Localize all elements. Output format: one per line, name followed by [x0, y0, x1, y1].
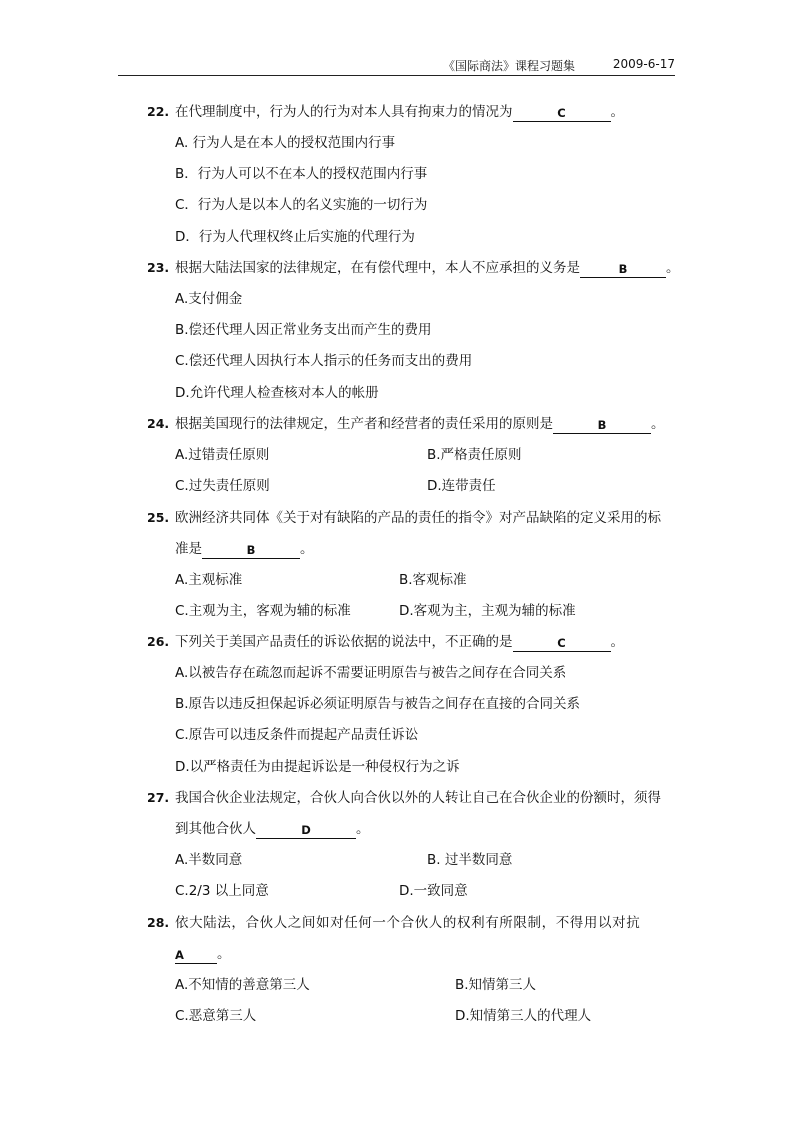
- question-text: 根据大陆法国家的法律规定，在有偿代理中，本人不应承担的义务是 B 。: [175, 260, 680, 276]
- option: C.恶意第三人: [175, 1008, 257, 1024]
- answer-blank: C: [513, 105, 611, 122]
- option: B.原告以违反担保起诉必须证明原告与被告之间存在直接的合同关系: [175, 696, 581, 712]
- question-text: 下列关于美国产品责任的诉讼依据的说法中，不正确的是 C 。: [175, 634, 624, 650]
- answer-blank: C: [513, 635, 611, 652]
- option: B．行为人可以不在本人的授权范围内行事: [175, 166, 428, 182]
- option: C.偿还代理人因执行本人指示的任务而支出的费用: [175, 353, 473, 369]
- question-text: 我国合伙企业法规定，合伙人向合伙以外的人转让自己在合伙企业的份额时，须得: [175, 790, 661, 806]
- option: D.客观为主，主观为辅的标准: [399, 603, 576, 619]
- option: A.以被告存在疏忽而起诉不需要证明原告与被告之间存在合同关系: [175, 665, 567, 681]
- question-number: 23.: [147, 260, 170, 275]
- answer-blank: B: [202, 542, 300, 559]
- question-number: 24.: [147, 416, 170, 431]
- question-number: 28.: [147, 915, 170, 930]
- option: C.2/3 以上同意: [175, 883, 269, 899]
- answer-blank: A: [175, 947, 217, 964]
- option: B. 过半数同意: [427, 852, 513, 868]
- option: C．行为人是以本人的名义实施的一切行为: [175, 197, 428, 213]
- option: B.严格责任原则: [427, 447, 522, 463]
- option: D.允许代理人检查核对本人的帐册: [175, 385, 379, 401]
- option: A. 行为人是在本人的授权范围内行事: [175, 135, 396, 151]
- question-text: 欧洲经济共同体《关于对有缺陷的产品的责任的指令》对产品缺陷的定义采用的标: [175, 510, 661, 526]
- option: A.不知情的善意第三人: [175, 977, 310, 993]
- answer-blank: B: [553, 417, 651, 434]
- question-text: 在代理制度中，行为人的行为对本人具有拘束力的情况为 C 。: [175, 104, 624, 120]
- question-text: 依大陆法，合伙人之间如对任何一个合伙人的权利有所限制，不得用以对抗: [175, 915, 641, 931]
- option: C.过失责任原则: [175, 478, 270, 494]
- question-number: 27.: [147, 790, 170, 805]
- answer-blank: D: [256, 822, 356, 839]
- option: D.以严格责任为由提起诉讼是一种侵权行为之诉: [175, 759, 460, 775]
- option: A.过错责任原则: [175, 447, 270, 463]
- question-text: 根据美国现行的法律规定，生产者和经营者的责任采用的原则是 B 。: [175, 416, 665, 432]
- option: D．行为人代理权终止后实施的代理行为: [175, 229, 415, 245]
- option: D.连带责任: [427, 478, 496, 494]
- option: B.客观标准: [399, 572, 467, 588]
- option: D.知情第三人的代理人: [455, 1008, 592, 1024]
- page-header: [118, 55, 675, 76]
- option: B.知情第三人: [455, 977, 537, 993]
- option: D.一致同意: [399, 883, 468, 899]
- question-number: 25.: [147, 510, 170, 525]
- option: A.主观标准: [175, 572, 243, 588]
- course-title: 《国际商法》课程习题集: [442, 59, 575, 73]
- option: C.主观为主，客观为辅的标准: [175, 603, 351, 619]
- question-text-cont: 到其他合伙人 D 。: [175, 821, 370, 837]
- question-number: 26.: [147, 634, 170, 649]
- question-text-cont: A 。: [175, 946, 231, 962]
- question-text-cont: 准是 B 。: [175, 541, 314, 557]
- header-date: 2009-6-17: [612, 57, 675, 71]
- option: A.支付佣金: [175, 291, 243, 307]
- question-number: 22.: [147, 104, 170, 119]
- option: A.半数同意: [175, 852, 243, 868]
- answer-blank: B: [580, 261, 666, 278]
- option: B.偿还代理人因正常业务支出而产生的费用: [175, 322, 432, 338]
- option: C.原告可以违反条件而提起产品责任诉讼: [175, 727, 419, 743]
